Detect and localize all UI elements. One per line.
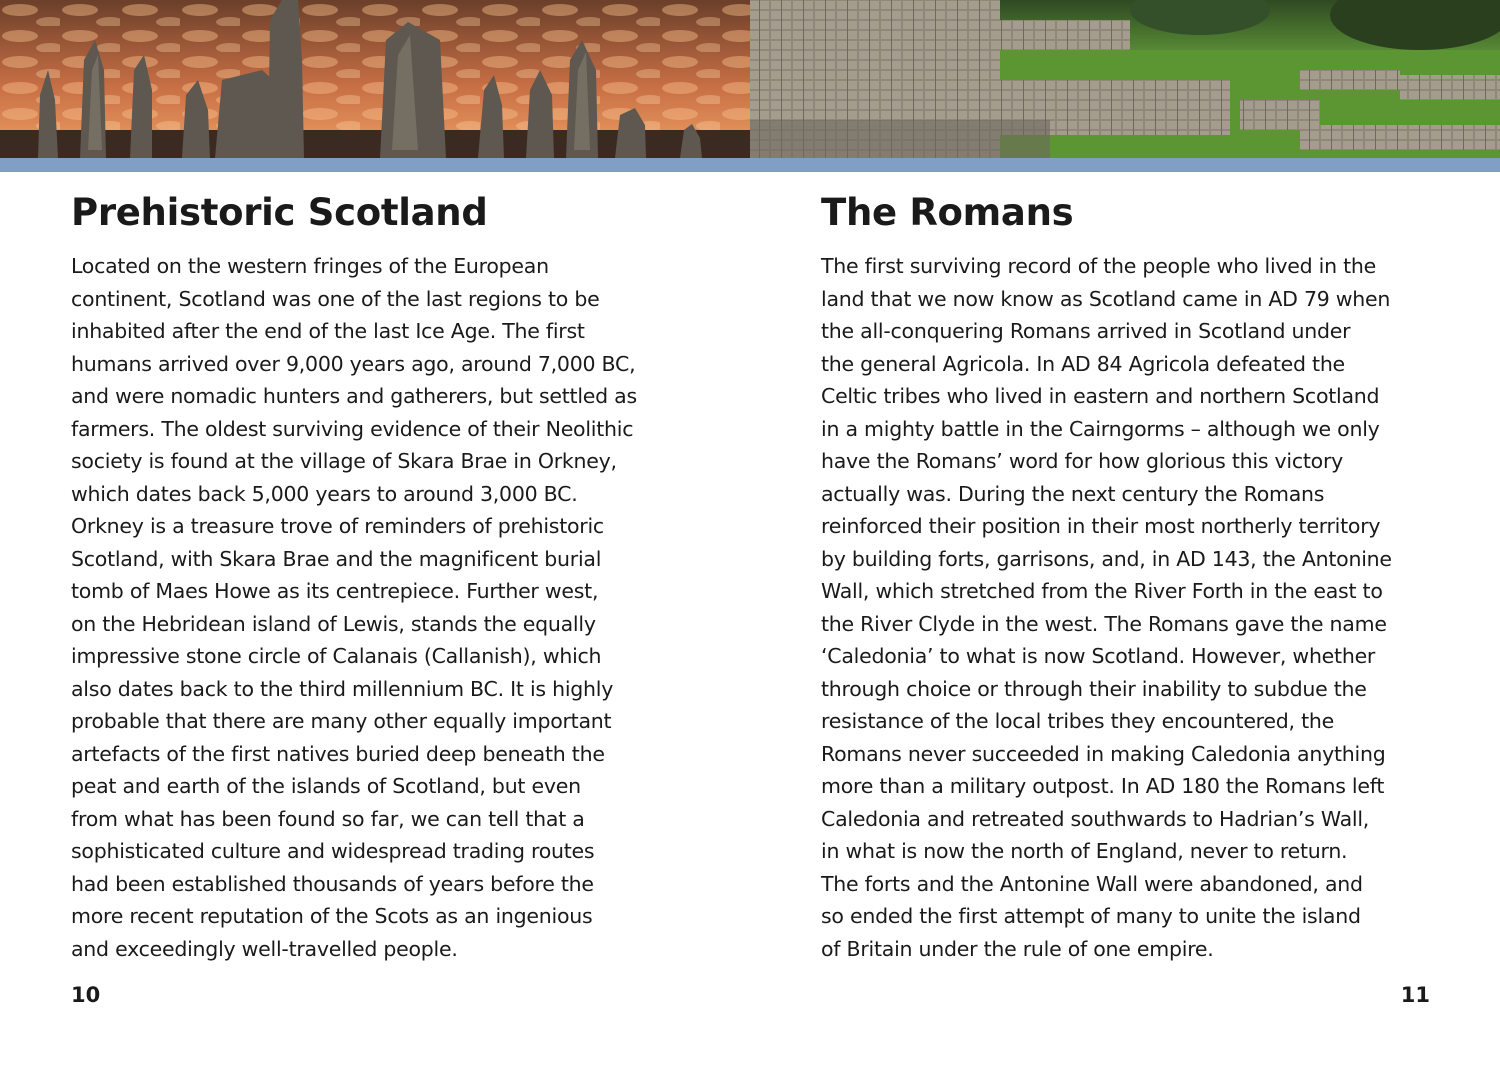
text-line: more recent reputation of the Scots as an ingenious xyxy=(71,904,593,928)
text-line: the River Clyde in the west. The Romans gave the name xyxy=(821,611,1387,636)
text-line: Celtic tribes who lived in eastern and northern Scotland xyxy=(821,384,1380,408)
right-page xyxy=(821,188,1483,965)
text-line: The first surviving record of the people who lived in the xyxy=(821,254,1377,278)
header-photo-banner xyxy=(0,0,1500,158)
text-line: Wall, which stretched from the River Forth in the east to xyxy=(821,579,1383,603)
header-rule xyxy=(0,158,1500,172)
text-line: and were nomadic hunters and gatherers, but settled as xyxy=(71,384,637,408)
text-line: probable that there are many other equally important xyxy=(71,709,612,733)
text-line: on the Hebridean island of Lewis, stands the equally xyxy=(71,611,596,636)
text-line: of Britain under the rule of one empire. xyxy=(821,936,1214,961)
body-text xyxy=(821,250,1483,965)
text-line: peat and earth of the islands of Scotland, but even xyxy=(71,774,581,798)
text-line: Located on the western fringes of the European xyxy=(71,254,549,278)
text-line: Caledonia and retreated southwards to Hadrian’s Wall, xyxy=(821,806,1370,831)
text-line: the all-conquering Romans arrived in Scotland under xyxy=(821,319,1351,343)
text-line: in a mighty battle in the Cairngorms – although we only xyxy=(821,416,1380,441)
text-line: through choice or through their inability to subdue the xyxy=(821,676,1367,701)
text-line: by building forts, garrisons, and, in AD 143, the Antonine xyxy=(821,546,1392,571)
text-line: Scotland, with Skara Brae and the magnificent burial xyxy=(71,546,602,571)
text-line: artefacts of the first natives buried deep beneath the xyxy=(71,741,605,766)
text-line: continent, Scotland was one of the last regions to be xyxy=(71,286,600,311)
text-line: which dates back 5,000 years to around 3,000 BC. xyxy=(71,481,578,506)
text-line: have the Romans’ word for how glorious this victory xyxy=(821,449,1344,473)
text-line: actually was. During the next century the Romans xyxy=(821,481,1325,506)
page-title: Prehistoric Scotland xyxy=(71,191,488,234)
text-line: The forts and the Antonine Wall were abandoned, and xyxy=(821,871,1363,896)
text-line: inhabited after the end of the last Ice Age. The first xyxy=(71,319,585,343)
standing-stones-photo xyxy=(0,0,750,158)
text-line: humans arrived over 9,000 years ago, around 7,000 BC, xyxy=(71,351,636,376)
text-line: land that we now know as Scotland came in AD 79 when xyxy=(821,286,1391,311)
text-line: more than a military outpost. In AD 180 the Romans left xyxy=(821,774,1385,798)
text-line: farmers. The oldest surviving evidence of their Neolithic xyxy=(71,416,634,441)
roman-ruins-photo xyxy=(750,0,1500,158)
text-line: had been established thousands of years before the xyxy=(71,871,594,896)
left-page xyxy=(71,188,733,965)
text-line: impressive stone circle of Calanais (Callanish), which xyxy=(71,644,602,668)
text-line: so ended the first attempt of many to unite the island xyxy=(821,904,1361,928)
text-line: in what is now the north of England, never to return. xyxy=(821,839,1348,863)
body-text xyxy=(71,250,733,965)
text-line: Orkney is a treasure trove of reminders of prehistoric xyxy=(71,514,604,538)
text-line: resistance of the local tribes they encountered, the xyxy=(821,709,1334,733)
text-line: reinforced their position in their most northerly territory xyxy=(821,514,1381,538)
text-line: also dates back to the third millennium BC. It is highly xyxy=(71,676,614,701)
text-line: tomb of Maes Howe as its centrepiece. Further west, xyxy=(71,579,599,603)
text-line: and exceedingly well-travelled people. xyxy=(71,936,458,961)
text-line: from what has been found so far, we can tell that a xyxy=(71,806,585,831)
page-title: The Romans xyxy=(821,191,1074,234)
text-line: the general Agricola. In AD 84 Agricola defeated the xyxy=(821,351,1345,376)
text-line: sophisticated culture and widespread trading routes xyxy=(71,839,595,863)
page-number-right: 11 xyxy=(1400,983,1430,1007)
text-line: ‘Caledonia’ to what is now Scotland. However, whether xyxy=(821,644,1376,668)
text-line: society is found at the village of Skara Brae in Orkney, xyxy=(71,449,617,473)
header-photos xyxy=(0,0,1500,158)
text-line: Romans never succeeded in making Caledonia anything xyxy=(821,741,1386,766)
page-number-left: 10 xyxy=(71,983,101,1007)
